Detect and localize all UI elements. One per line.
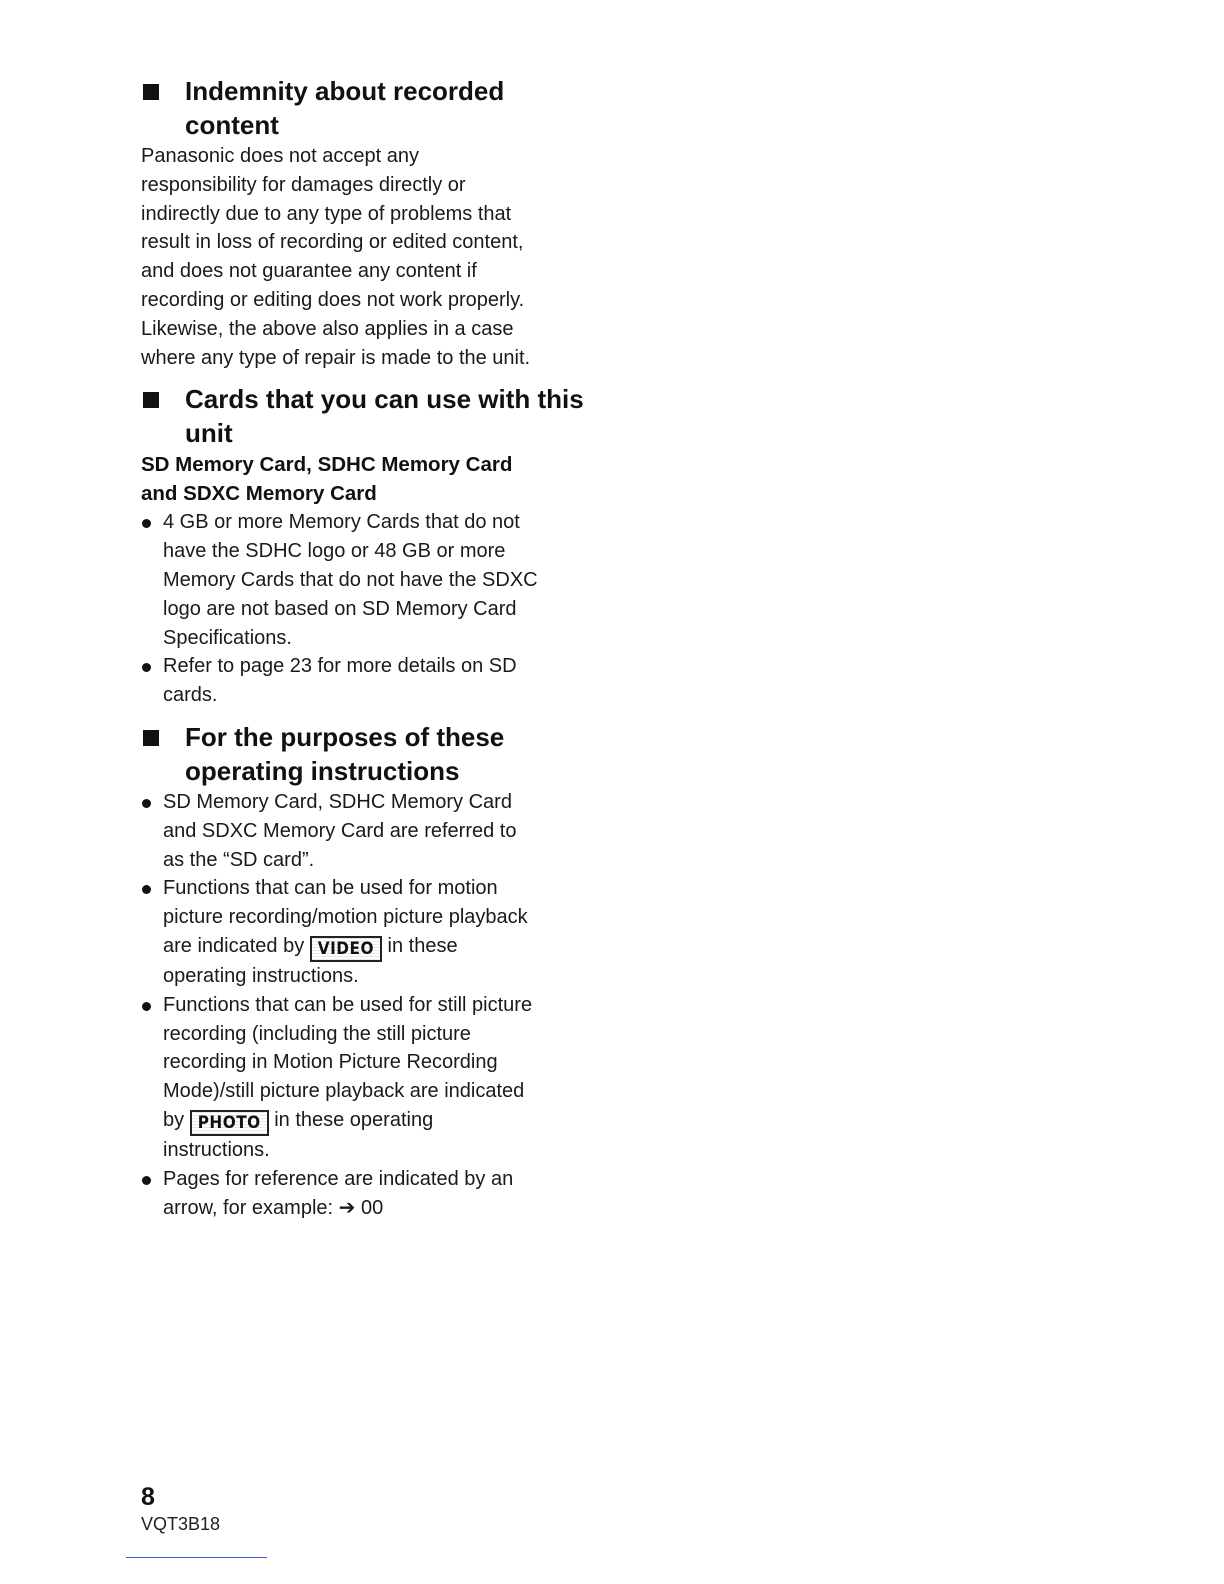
bullet-icon: [142, 1002, 151, 1011]
bullet-icon: [142, 885, 151, 894]
text-line: have the SDHC logo or 48 GB or more: [163, 540, 506, 563]
indemnity-paragraph: [141, 142, 601, 372]
text-line: responsibility for damages directly or: [141, 173, 466, 196]
list-item: [141, 788, 601, 874]
bullet-icon: [142, 519, 151, 528]
section-heading-purposes: For the purposes of these operating instructions: [141, 720, 601, 788]
text-line: cards.: [163, 684, 218, 707]
text-line: Refer to page 23 for more details on SD: [163, 655, 517, 678]
arrow-right-icon: ➔: [338, 1196, 356, 1219]
text-line: recording or editing does not work properly.: [141, 288, 525, 311]
text-line: recording (including the still picture: [163, 1022, 471, 1045]
text-line: logo are not based on SD Memory Card: [163, 597, 517, 620]
text-line: instructions.: [163, 1138, 270, 1161]
text-line: picture recording/motion picture playback: [163, 906, 528, 929]
section-heading-indemnity: Indemnity about recorded content: [141, 74, 601, 142]
list-item: [141, 874, 601, 990]
page-content: [141, 74, 601, 1222]
text-line: Panasonic does not accept any: [141, 145, 419, 167]
list-item: [141, 508, 601, 652]
text-line: as the “SD card”.: [163, 848, 315, 871]
text-line: by: [163, 1108, 185, 1131]
purposes-bullet-list: [141, 788, 601, 1222]
text-line: indirectly due to any type of problems that: [141, 202, 512, 225]
text-line: where any type of repair is made to the unit.: [141, 346, 531, 369]
text-line: and does not guarantee any content if: [141, 260, 477, 283]
bullet-icon: [142, 1176, 151, 1185]
text-line: Mode)/still picture playback are indicated: [163, 1080, 525, 1103]
text-line: operating instructions.: [163, 964, 359, 987]
list-item: [141, 991, 601, 1165]
heading-square-icon: [143, 84, 159, 100]
text-line: arrow, for example:: [163, 1196, 334, 1219]
heading-square-icon: [143, 730, 159, 746]
text-line: Pages for reference are indicated by an: [163, 1167, 514, 1190]
bullet-icon: [142, 663, 151, 672]
video-mode-badge: VIDEO: [310, 936, 382, 962]
text-line: Functions that can be used for motion: [163, 877, 498, 900]
bullet-icon: [142, 799, 151, 808]
text-line: in these: [387, 934, 458, 957]
text-line: recording in Motion Picture Recording: [163, 1051, 498, 1074]
list-item: [141, 1165, 601, 1223]
photo-mode-badge: PHOTO: [190, 1110, 269, 1136]
section-heading-cards: Cards that you can use with this unit: [141, 382, 601, 450]
text-line: 4 GB or more Memory Cards that do not: [163, 511, 520, 534]
text-line: Memory Cards that do not have the SDXC: [163, 568, 538, 591]
page-number: 8: [141, 1483, 155, 1511]
text-line: Functions that can be used for still picture: [163, 993, 533, 1016]
text-line: and SDXC Memory Card: [141, 482, 377, 506]
cards-bullet-list: [141, 508, 601, 710]
bottom-rule: [126, 1557, 267, 1558]
text-line: and SDXC Memory Card are referred to: [163, 819, 517, 842]
text-line: result in loss of recording or edited content,: [141, 231, 524, 254]
text-line: SD Memory Card, SDHC Memory Card: [163, 790, 512, 813]
card-types-subheading: [141, 450, 601, 508]
text-line: SD Memory Card, SDHC Memory Card: [141, 453, 513, 477]
page-reference: 00: [360, 1196, 384, 1219]
heading-square-icon: [143, 392, 159, 408]
document-code: VQT3B18: [141, 1514, 221, 1534]
text-line: are indicated by: [163, 934, 305, 957]
text-line: in these operating: [274, 1108, 434, 1131]
text-line: Likewise, the above also applies in a case: [141, 317, 514, 340]
list-item: [141, 652, 601, 710]
text-line: Specifications.: [163, 626, 292, 649]
